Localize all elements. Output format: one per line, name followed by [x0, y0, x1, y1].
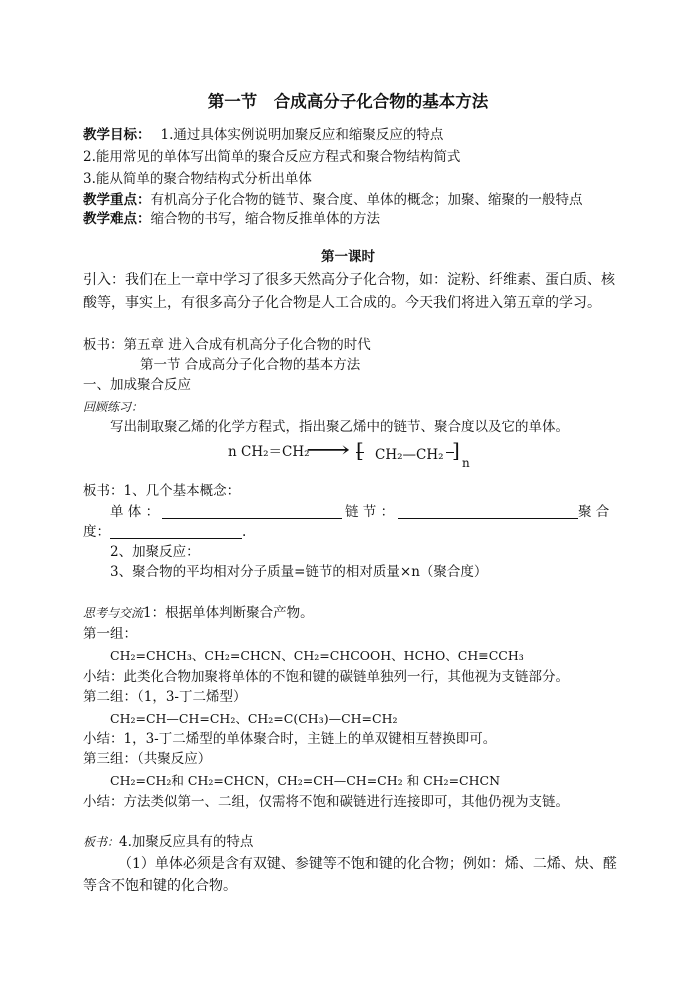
group1-title: 第一组： — [83, 626, 137, 642]
degree-label-a: 聚 合 — [578, 504, 610, 520]
board3-point1-line2: 等含不饱和键的化合物。 — [83, 878, 237, 894]
review-label: 回顾练习： — [83, 400, 144, 414]
group2-title: 第二组：（1，3-丁二烯型） — [83, 689, 247, 705]
board3-point1-line1: （1）单体必须是含有双键、参键等不饱和键的化合物；例如：烯、二烯、炔、醛 — [118, 856, 617, 872]
monomer-blank — [162, 518, 342, 519]
board3-row — [83, 833, 253, 851]
objectives-row — [83, 126, 443, 144]
degree-end: . — [242, 524, 247, 540]
polymer-degree-n: n — [462, 456, 470, 470]
equation-reactant: n CH₂＝CH₂ — [228, 444, 310, 460]
board2-line-3: 3、聚合物的平均相对分子质量=链节的相对质量×n（聚合度） — [110, 564, 488, 580]
key-points-text: 有机高分子化合物的链节、聚合度、单体的概念；加聚、缩聚的一般特点 — [150, 192, 583, 208]
board2-line-1: 板书：1、几个基本概念： — [83, 483, 241, 499]
objective-item-2: 2.能用常见的单体写出简单的聚合反应方程式和聚合物结构简式 — [83, 149, 461, 165]
board1-line-3: 一、加成聚合反应 — [83, 377, 191, 393]
objectives-label: 教学目标： — [83, 127, 151, 143]
monomer-label: 单 体 ： — [110, 504, 160, 520]
board3-label: 板书： — [83, 835, 120, 849]
polymer-right-bracket: ] — [452, 438, 460, 462]
board1-line-1: 板书：第五章 进入合成有机高分子化合物的时代 — [83, 337, 371, 353]
objective-item-1: 1.通过具体实例说明加聚反应和缩聚反应的特点 — [160, 127, 444, 143]
group1-formula: CH₂=CHCH₃、CH₂=CHCN、CH₂=CHCOOH、HCHO、CH≡CCH₃ — [110, 648, 524, 663]
key-points-label: 教学重点： — [83, 192, 151, 208]
review-text: 写出制取聚乙烯的化学方程式，指出聚乙烯中的链节、聚合度以及它的单体。 — [110, 419, 569, 435]
lesson-heading: 第一课时 — [321, 249, 375, 265]
board3-text: 4.加聚反应具有的特点 — [119, 834, 254, 850]
group3-summary: 小结：方法类似第一、二组，仅需将不饱和碳链进行连接即可，其他仍视为支链。 — [83, 794, 569, 810]
polymer-left-bracket: [ — [356, 438, 364, 462]
group3-title: 第三组：（共聚反应） — [83, 751, 212, 767]
difficulties-text: 缩合物的书写，缩合物反推单体的方法 — [150, 211, 380, 227]
group2-formula: CH₂=CH—CH=CH₂、CH₂=C(CH₃)—CH=CH₂ — [110, 711, 398, 726]
objective-item-3: 3.能从简单的聚合物结构式分析出单体 — [83, 171, 312, 187]
group1-summary: 小结：此类化合物加聚将单体的不饱和键的碳链单独列一行，其他视为支链部分。 — [83, 669, 569, 685]
intro-line-1: 引入：我们在上一章中学习了很多天然高分子化合物，如：淀粉、纤维素、蛋白质、核 — [83, 272, 615, 288]
difficulties-row — [83, 210, 380, 228]
intro-line-2: 酸等，事实上，有很多高分子化合物是人工合成的。今天我们将进入第五章的学习。 — [83, 295, 601, 311]
think-text: 1：根据单体判断聚合产物。 — [143, 605, 314, 621]
board1-line-2: 第一节 合成高分子化合物的基本方法 — [140, 357, 361, 373]
bracket-bond-right — [446, 452, 454, 453]
group2-summary: 小结：1，3-丁二烯型的单体聚合时，主链上的单双键相互替换即可。 — [83, 731, 497, 747]
reaction-arrow: ⟶ — [306, 438, 351, 463]
degree-label-b: 度： — [83, 524, 110, 540]
group3-formula: CH₂=CH₂和 CH₂=CHCN，CH₂=CH—CH=CH₂ 和 CH₂=CHCN — [110, 773, 501, 788]
think-row — [83, 604, 314, 622]
page-title: 第一节 合成高分子化合物的基本方法 — [207, 92, 489, 111]
chain-unit-label: 链 节 ： — [345, 504, 395, 520]
chain-unit-blank — [398, 518, 578, 519]
key-points-row — [83, 191, 583, 209]
polymer-chain-unit: CH₂—CH₂ — [375, 447, 444, 463]
think-label: 思考与交流 — [83, 606, 144, 620]
board2-line-2: 2、加聚反应： — [110, 544, 200, 560]
bracket-bond-left — [356, 452, 364, 453]
difficulties-label: 教学难点： — [83, 211, 151, 227]
degree-blank — [110, 538, 242, 539]
